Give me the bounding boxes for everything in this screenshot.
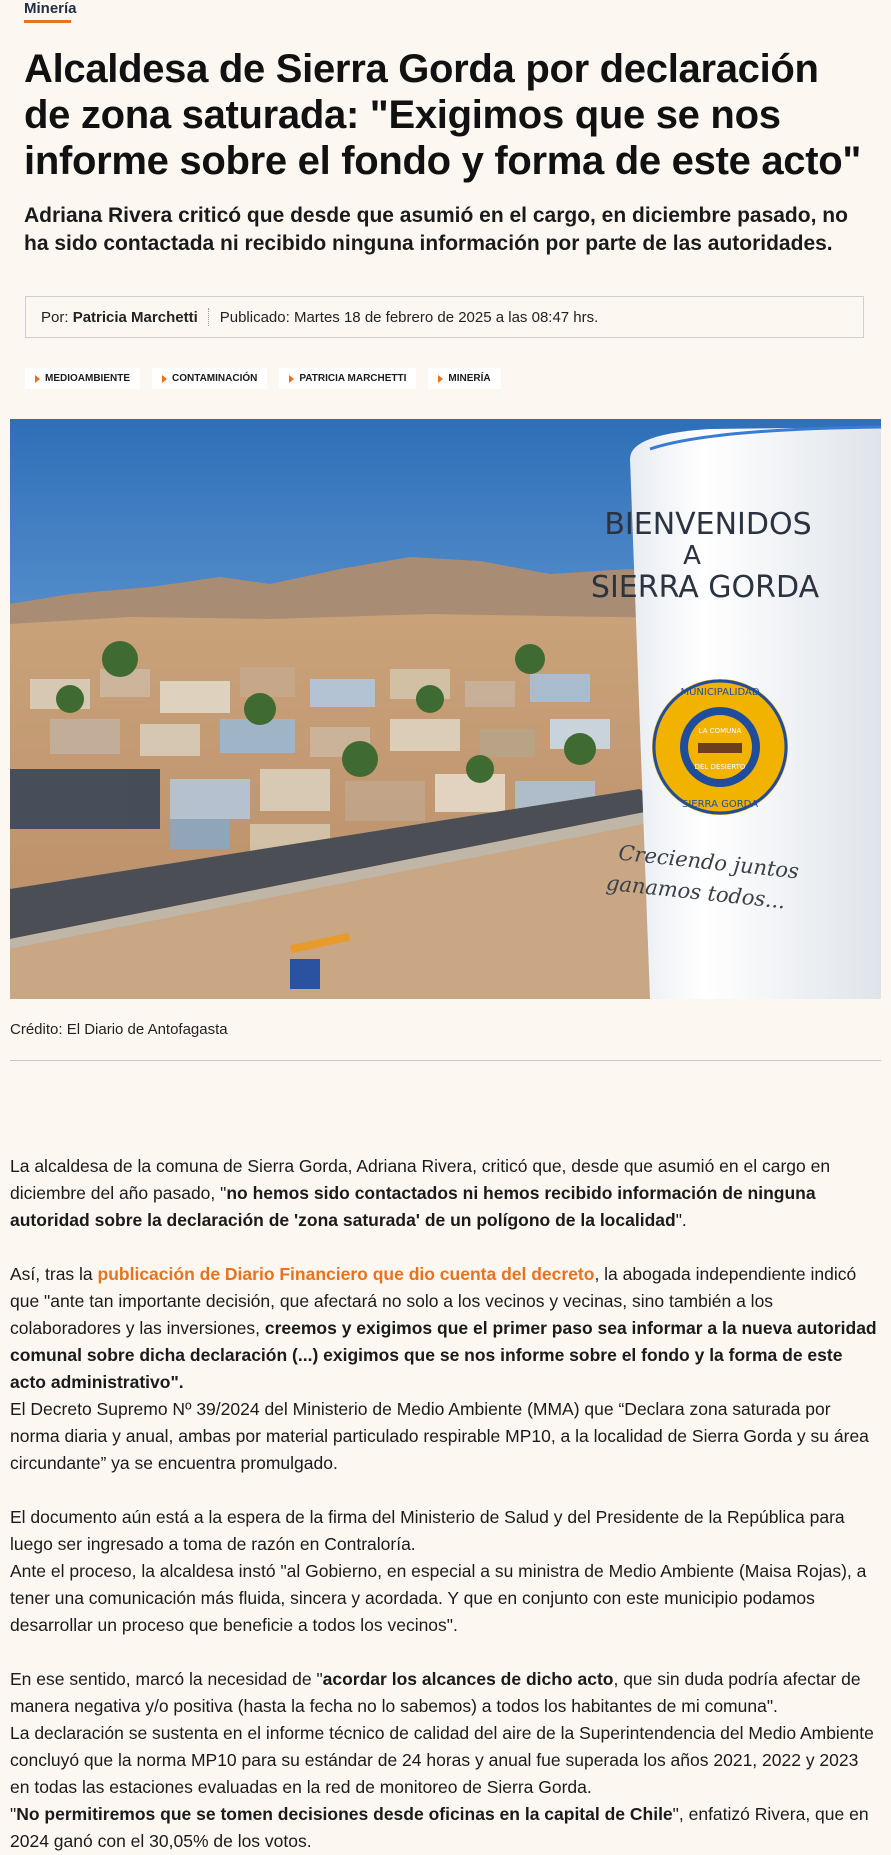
seal-inner-bottom: DEL DESIERTO xyxy=(694,763,746,771)
byline-prefix: Por: xyxy=(41,308,69,326)
photo-illustration xyxy=(10,419,881,999)
tag-contaminacion[interactable] xyxy=(152,368,267,389)
tag-list xyxy=(25,368,501,389)
paragraph: En ese sentido, marcó la necesidad de "acordar los alcances de dicho acto, que sin duda podría afectar de manera negativa y/o positiva (hasta la fecha no lo sabemos) a todos los habitantes de mi comuna". xyxy=(10,1669,861,1716)
sign-text-3: SIERRA GORDA xyxy=(590,570,820,605)
tag-arrow-icon xyxy=(162,375,167,383)
divider xyxy=(10,1060,881,1061)
paragraph: La declaración se sustenta en el informe técnico de calidad del aire de la Superintendencia del Medio Ambiente concluyó que la norma MP10 para su estándar de 24 horas y anual fue superada los años 2021, 2022 y 2023 en todas las estaciones evaluadas en la red de monitoreo de Sierra Gorda. xyxy=(10,1723,874,1797)
seal-inner-top: LA COMUNA xyxy=(698,727,742,735)
paragraph: Ante el proceso, la alcaldesa instó "al Gobierno, en especial a su ministra de Medio Ambiente (Maisa Rojas), a tener una comunicación más fluida, sincera y acordada. Y que en conjunto con este municipio podamos desarrollar un proceso que beneficie a todos los vecinos". xyxy=(10,1561,867,1635)
byline-author xyxy=(26,309,208,326)
byline-box xyxy=(25,296,864,338)
motto-text-1: Creciendo juntos xyxy=(617,840,801,884)
tag-patricia-marchetti[interactable] xyxy=(279,368,416,389)
paragraph: "No permitiremos que se tomen decisiones desde oficinas en la capital de Chile", enfatizó Rivera, que en 2024 ganó con el 30,05% de los votos. xyxy=(10,1804,869,1851)
tag-arrow-icon xyxy=(35,375,40,383)
article-body xyxy=(10,1153,881,1855)
article-headline: Alcaldesa de Sierra Gorda por declaración de zona saturada: "Exigimos que se nos informe sobre el fondo y forma de este acto" xyxy=(24,47,862,183)
tag-label: MINERÍA xyxy=(448,373,491,384)
tag-label: MEDIOAMBIENTE xyxy=(45,373,130,384)
tag-arrow-icon xyxy=(289,375,294,383)
section-underline xyxy=(24,20,71,23)
publish-date: Publicado: Martes 18 de febrero de 2025 a las 08:47 hrs. xyxy=(219,308,599,326)
sign-text-2: A xyxy=(683,541,701,571)
paragraph: La alcaldesa de la comuna de Sierra Gorda, Adriana Rivera, criticó que, desde que asumió en el cargo en diciembre del año pasado, "no hemos sido contactados ni hemos recibido información de ninguna autoridad sobre la declaración de 'zona saturada' de un polígono de la localidad". xyxy=(10,1156,831,1230)
photo-credit: Crédito: El Diario de Antofagasta xyxy=(10,1021,228,1038)
paragraph: El documento aún está a la espera de la firma del Ministerio de Salud y del Presidente de la República para luego ser ingresado a toma de razón en Contraloría. xyxy=(10,1507,845,1554)
decree-article-link[interactable]: publicación de Diario Financiero que dio cuenta del decreto xyxy=(97,1264,595,1284)
tag-label: CONTAMINACIÓN xyxy=(172,373,258,384)
seal-text-bottom: SIERRA GORDA xyxy=(681,799,759,810)
tag-medioambiente[interactable] xyxy=(25,368,140,389)
paragraph: Así, tras la publicación de Diario Financiero que dio cuenta del decreto, la abogada independiente indicó que "ante tan importante decisión, que afectará no solo a los vecinos y vecinas, sino también a los colaboradores y las inversiones, creemos y exigimos que el primer paso sea informar a la nueva autoridad comunal sobre dicha declaración (...) exigimos que se nos informe sobre el fondo y la forma de este acto administrativo". xyxy=(10,1264,877,1392)
article-subtitle: Adriana Rivera criticó que desde que asumió en el cargo, en diciembre pasado, no ha sido contactada ni recibido ninguna información por parte de las autoridades. xyxy=(24,204,848,255)
paragraph: El Decreto Supremo Nº 39/2024 del Ministerio de Medio Ambiente (MMA) que “Declara zona saturada por norma diaria y anual, ambas por material particulado respirable MP10, a la localidad de Sierra Gorda y su área circundante” ya se encuentra promulgado. xyxy=(10,1399,869,1473)
tag-arrow-icon xyxy=(438,375,443,383)
tag-mineria[interactable] xyxy=(428,368,500,389)
motto-text-2: ganamos todos... xyxy=(604,870,787,914)
article-photo xyxy=(10,419,881,999)
tag-label: PATRICIA MARCHETTI xyxy=(299,373,407,384)
municipality-seal xyxy=(652,679,788,815)
author-name[interactable]: Patricia Marchetti xyxy=(72,308,198,326)
seal-text-top: MUNICIPALIDAD xyxy=(680,687,760,698)
sign-text-1: BIENVENIDOS xyxy=(604,507,812,542)
section-label[interactable]: Minería xyxy=(24,0,77,17)
